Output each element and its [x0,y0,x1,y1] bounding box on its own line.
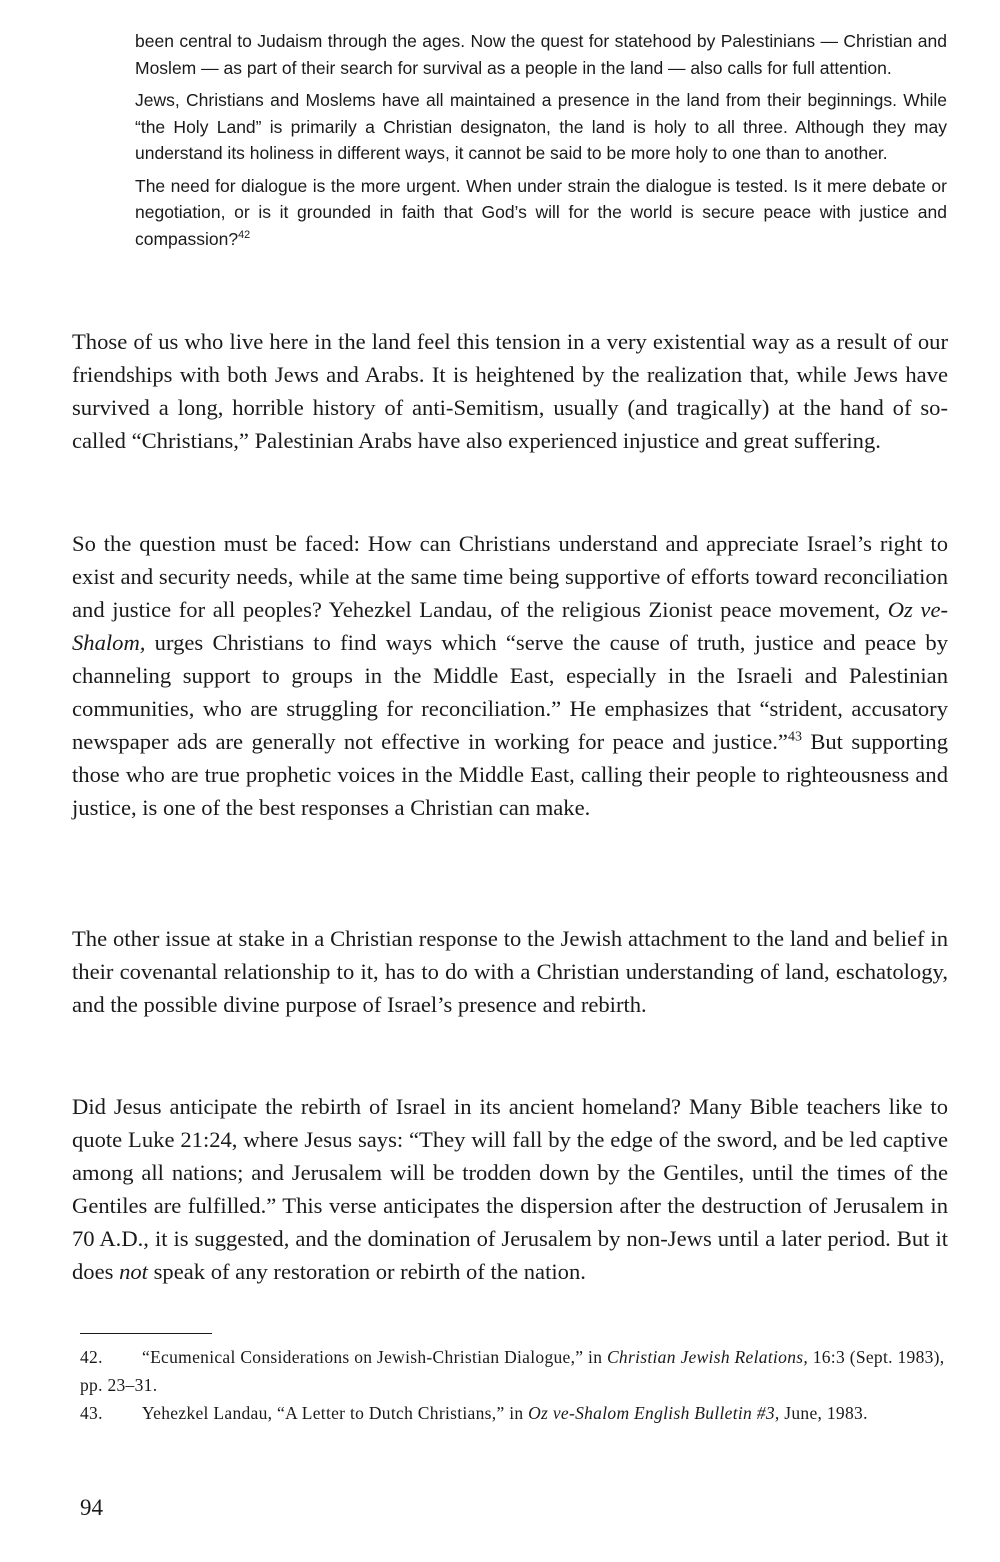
body-paragraph [72,1090,948,1288]
quote-paragraph: Jews, Christians and Moslems have all maintained a presence in the land from their beginnings. While “the Holy Land” is primarily a Christian designaton, the land is holy to all three. Although they may understand its holiness in different ways, it cannot be said to be more holy to one than to another. [135,90,947,163]
body-text-span: urges Christians to find ways which “serve the cause of truth, justice and peace by channeling support to groups in the Middle East, especially in the Israeli and Palestinian communities, who are struggling for reconciliation.” He emphasizes that “strident, accusatory newspaper ads are generally not effective in working for peace and justice.” [72,630,948,754]
body-text-span: So the question must be faced: How can Christians understand and appreciate Israel’s right to exist and security needs, while at the same time being supportive of efforts toward reconciliation and justice for all peoples? Yehezkel Landau, of the religious Zionist peace movement, [72,531,948,622]
footnote-italic-title: Oz ve-Shalom English Bulletin #3, [528,1403,780,1423]
italic-title: Oz ve-Shalom, [72,597,948,655]
footnote-text: Yehezkel Landau, “A Letter to Dutch Christians,” in [142,1403,529,1423]
footnote-number: 42. [80,1347,103,1367]
footnote-ref-43: 43 [787,729,802,745]
body-paragraph: Those of us who live here in the land feel this tension in a very existential way as a result of our friendships with both Jews and Arabs. It is heightened by the realization that, while Jews have survived a long, horrible history of anti-Semitism, usually (and tragically) at the hand of so-called “Christians,” Palestinian Arabs have also experienced injustice and great suffering. [72,329,948,453]
body-text-span: speak of any restoration or rebirth of the nation. [147,1259,586,1284]
footnote-ref-42: 42 [238,228,251,241]
quote-text: The need for dialogue is the more urgent. When under strain the dialogue is tested. Is it mere debate or negotiation, or is it grounded in faith that God’s will for the world is secure peace with justice and compassion? [135,175,947,249]
footnote-number: 43. [80,1403,103,1423]
footnote-text: June, 1983. [779,1403,868,1423]
footnotes [80,1343,948,1427]
quote-paragraph [135,173,947,253]
footnote-italic-title: Christian Jewish Relations, [606,1347,809,1367]
quote-paragraph: been central to Judaism through the ages. Now the quest for statehood by Palestinians — Christian and Moslem — as part of their search for survival as a people in the land — also calls for full attention. [135,31,947,78]
body-paragraph: The other issue at stake in a Christian response to the Jewish attachment to the land and belief in their covenantal relationship to it, has to do with a Christian understanding of land, eschatology, and the possible divine purpose of Israel’s presence and rebirth. [72,926,948,1017]
body-text-span: But supporting those who are true prophetic voices in the Middle East, calling their people to righteousness and justice, is one of the best responses a Christian can make. [72,729,948,820]
italic-emphasis: not [119,1259,148,1284]
page-number: 94 [80,1495,103,1520]
footnote-divider [80,1333,212,1334]
body-paragraph [72,527,948,824]
footnote-43 [80,1399,948,1427]
block-quote [135,28,947,258]
body-text-span: Did Jesus anticipate the rebirth of Israel in its ancient homeland? Many Bible teachers like to quote Luke 21:24, where Jesus says: “They will fall by the edge of the sword, and be led captive among all nations; and Jerusalem will be trodden down by the Gentiles, until the times of the Gentiles are fulfilled.” This verse anticipates the dispersion after the destruction of Jerusalem in 70 A.D., it is suggested, and the domination of Jerusalem by non-Jews until a later period. But it does [72,1094,948,1284]
footnote-text: 16:3 (Sept. 1983), pp. 23–31. [80,1347,945,1395]
footnote-text: “Ecumenical Considerations on Jewish-Christian Dialogue,” in [142,1347,607,1367]
footnote-42 [80,1343,948,1399]
